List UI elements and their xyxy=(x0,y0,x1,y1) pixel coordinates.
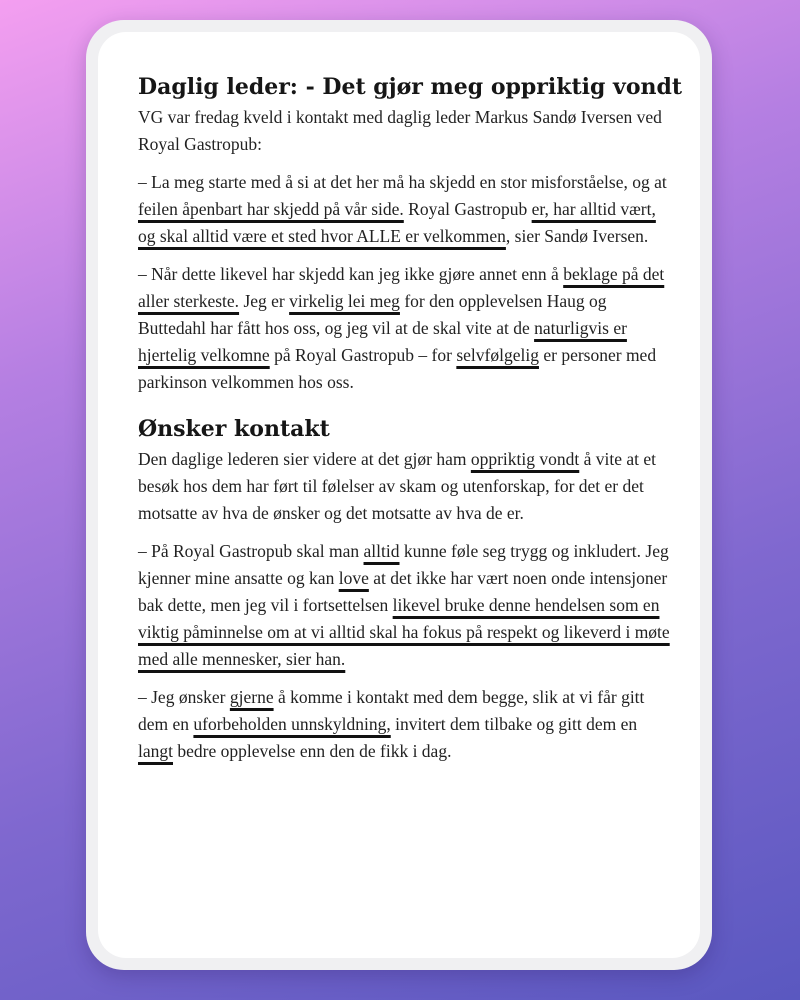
highlighted-phrase: beklage på det aller sterkeste. xyxy=(138,264,665,311)
paragraph-quote-3 xyxy=(138,538,673,673)
text-segment: Royal Gastropub xyxy=(403,199,532,219)
text-segment: er personer med parkinson velkommen hos oss. xyxy=(138,345,657,392)
paragraph-summary xyxy=(138,446,673,527)
highlighted-phrase: langt xyxy=(138,741,173,761)
highlighted-phrase: naturligvis er hjertelig velkomne xyxy=(138,318,627,365)
text-segment: Jeg er xyxy=(239,291,290,311)
highlighted-phrase: feilen åpenbart har skjedd på vår side. xyxy=(138,199,404,219)
section-heading-onsker-kontakt: Ønsker kontakt xyxy=(138,416,330,442)
text-segment: invitert dem tilbake og gitt dem en xyxy=(390,714,638,734)
highlighted-phrase: gjerne xyxy=(229,687,274,707)
highlighted-phrase: likevel bruke denne hendelsen som en viktig påminnelse om at vi alltid skal ha fokus på respekt og likeverd i møte med alle mennesker, sier han. xyxy=(138,595,670,669)
text-segment: – På Royal Gastropub skal man xyxy=(138,541,364,561)
text-segment: på Royal Gastropub – for xyxy=(269,345,457,365)
text-segment: kunne føle seg trygg og inkludert. Jeg kjenner mine ansatte og kan xyxy=(138,541,669,588)
text-segment: – La meg starte med å si at det her må ha skjedd en stor misforståelse, og at xyxy=(138,172,667,192)
article-body xyxy=(138,72,683,776)
text-segment: – Når dette likevel har skjedd kan jeg ikke gjøre annet enn å xyxy=(138,264,564,284)
tablet-screen xyxy=(98,32,700,958)
highlighted-phrase: er, har alltid vært, og skal alltid være et sted hvor ALLE er velkommen xyxy=(138,199,656,246)
text-segment: VG var fredag kveld i kontakt med daglig leder Markus Sandø Iversen ved Royal Gastropub: xyxy=(138,107,662,154)
text-segment: å vite at et besøk hos dem har ført til følelser av skam og utenforskap, for det er det motsatte av hva de ønsker og det motsatte av hva de er. xyxy=(138,449,657,523)
paragraph-quote-2 xyxy=(138,261,673,396)
highlighted-phrase: love xyxy=(338,568,369,588)
highlighted-phrase: virkelig lei meg xyxy=(289,291,400,311)
paragraph-quote-4 xyxy=(138,684,673,765)
paragraph-quote-1 xyxy=(138,169,673,250)
text-segment: at det ikke har vært noen onde intensjoner bak dette, men jeg vil i fortsettelsen xyxy=(138,568,668,615)
paragraph-intro xyxy=(138,104,673,158)
highlighted-phrase: alltid xyxy=(363,541,400,561)
highlighted-phrase: selvfølgelig xyxy=(456,345,539,365)
highlighted-phrase: oppriktig vondt xyxy=(470,449,580,469)
highlighted-phrase: uforbeholden unnskyldning, xyxy=(193,714,391,734)
text-segment: å komme i kontakt med dem begge, slik at vi får gitt dem en xyxy=(138,687,645,734)
text-segment: , sier Sandø Iversen. xyxy=(505,226,649,246)
section-heading-daglig-leder: Daglig leder: - Det gjør meg oppriktig vondt xyxy=(138,74,683,100)
text-segment: for den opplevelsen Haug og Buttedahl har fått hos oss, og jeg vil at de skal vite at de xyxy=(138,291,607,338)
text-segment: bedre opplevelse enn den de fikk i dag. xyxy=(173,741,452,761)
text-segment: Den daglige lederen sier videre at det gjør ham xyxy=(138,449,471,469)
text-segment: – Jeg ønsker xyxy=(138,687,230,707)
tablet-frame xyxy=(86,20,712,970)
